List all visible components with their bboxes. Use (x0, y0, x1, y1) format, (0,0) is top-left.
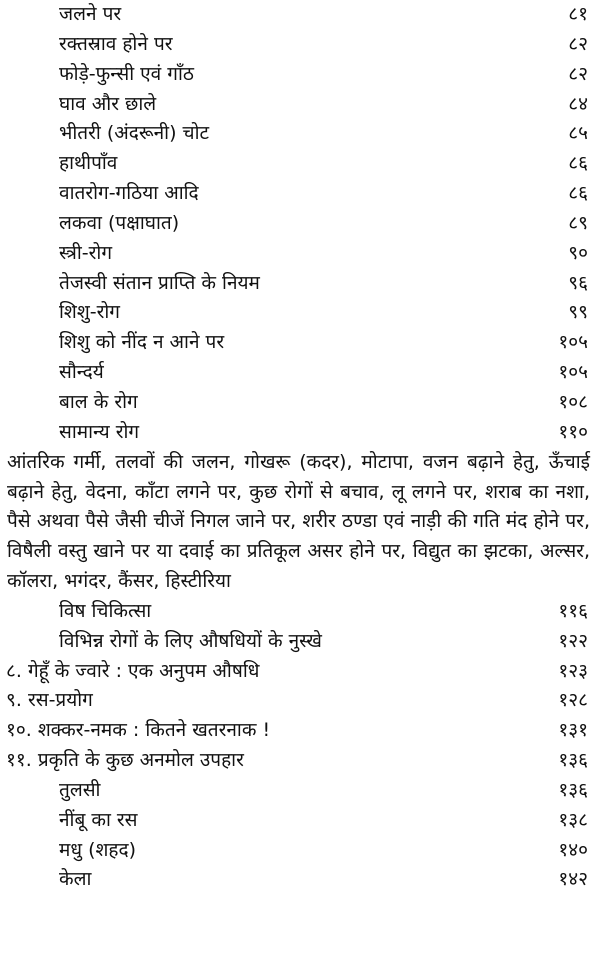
toc-entry-page: ८१ (568, 3, 588, 25)
toc-entry (0, 836, 600, 866)
toc-entry-page: ८६ (568, 152, 588, 175)
toc-entry-title: विभिन्न रोगों के लिए औषधियों के नुस्खे (59, 629, 322, 652)
toc-entry-page: ९६ (568, 271, 588, 294)
toc-entry (0, 60, 600, 90)
toc-entry-title: हाथीपाँव (59, 152, 118, 175)
toc-entry (0, 865, 600, 895)
toc-entry-title: भीतरी (अंदरूनी) चोट (59, 122, 210, 145)
toc-entry-title: बाल के रोग (59, 390, 138, 413)
toc-entry-page: १४२ (558, 868, 588, 891)
toc-entry-title: फोड़े-फुन्सी एवं गाँठ (59, 62, 194, 85)
toc-chapter-page: १३६ (558, 749, 588, 772)
toc-entry (0, 239, 600, 269)
toc-entry-title: रक्तस्राव होने पर (59, 32, 173, 55)
toc-chapter (0, 657, 600, 687)
toc-entry-title: शिशु-रोग (59, 301, 121, 324)
toc-entry-page: ९० (568, 241, 588, 264)
toc-entry-page: १०५ (558, 331, 588, 354)
toc-entry (0, 0, 600, 30)
toc-entry (0, 179, 600, 209)
toc-entry-page: १२२ (558, 629, 588, 652)
toc-chapter-title: ११. प्रकृति के कुछ अनमोल उपहार (6, 749, 244, 772)
toc-entry-title: घाव और छाले (59, 92, 157, 115)
toc-entry-title: स्त्री-रोग (59, 241, 113, 264)
toc-entry-page: ८६ (568, 182, 588, 205)
toc-entry-title: तेजस्वी संतान प्राप्ति के नियम (59, 271, 260, 294)
toc-chapter-page: १३१ (558, 719, 588, 742)
toc-entry-title: सौन्दर्य (59, 361, 104, 384)
toc-entry-page: ८९ (568, 211, 588, 234)
toc-chapter-title: ८. गेहूँ के ज्वारे : एक अनुपम औषधि (6, 659, 260, 682)
toc-entry-page: १०५ (558, 361, 588, 384)
toc-entry-title: शिशु को नींद न आने पर (59, 331, 225, 354)
toc-entry-title: वातरोग-गठिया आदि (59, 182, 199, 205)
toc-entry-title: केला (59, 868, 92, 891)
toc-entry (0, 30, 600, 60)
toc-entry (0, 269, 600, 299)
toc-entry-page: ८२ (568, 32, 588, 55)
toc-chapter-page: १२३ (558, 659, 588, 682)
toc-entry-title: लकवा (पक्षाघात) (59, 211, 180, 234)
toc-entry (0, 597, 600, 627)
toc-entry-title: तुलसी (59, 778, 101, 801)
toc-entry (0, 776, 600, 806)
toc-chapter-page: १२८ (558, 689, 588, 712)
toc-entry-page: १०८ (558, 390, 588, 413)
toc-entry (0, 298, 600, 328)
toc-entry-title: विष चिकित्सा (59, 599, 152, 622)
toc-chapter (0, 686, 600, 716)
toc-entry (0, 209, 600, 239)
toc-chapter-title: ९. रस-प्रयोग (6, 689, 93, 712)
toc-entry-page: १४० (558, 838, 588, 861)
toc-entry (0, 806, 600, 836)
toc-entry-title: जलने पर (59, 3, 122, 25)
toc-entry (0, 388, 600, 418)
toc-entry (0, 328, 600, 358)
toc-entry (0, 418, 600, 448)
toc-chapter (0, 716, 600, 746)
toc-entry-page: ८४ (568, 92, 588, 115)
toc-entry-page: ११६ (558, 599, 588, 622)
toc-entry-page: १३६ (558, 778, 588, 801)
toc-entry-title: नींबू का रस (59, 808, 138, 831)
toc-entry (0, 90, 600, 120)
toc-entry-page: १३८ (558, 808, 588, 831)
toc-entry (0, 149, 600, 179)
toc-entry (0, 627, 600, 657)
toc-entry-page: ९९ (568, 301, 588, 324)
toc-entry (0, 358, 600, 388)
toc-entry-page: ८५ (568, 122, 588, 145)
toc-topics-paragraph: आंतरिक गर्मी, तलवों की जलन, गोखरू (कदर), मोटापा, वजन बढ़ाने हेतु, ऊँचाई बढ़ाने हेतु, वेदना, काँटा लगने पर, कुछ रोगों से बचाव, लू लगने पर, शराब का नशा, पैसे अथवा पैसे जैसी चीजें निगल जाने पर, शरीर ठण्डा एवं नाड़ी की गति मंद होने पर, विषैली वस्तु खाने पर या दवाई का प्रतिकूल असर होने पर, विद्युत का झटका, अल्सर, कॉलरा, भगंदर, कैंसर, हिस्टीरिया (7, 450, 590, 593)
toc-entry-title: मधु (शहद) (59, 838, 137, 861)
toc-chapter (0, 746, 600, 776)
toc-chapter-title: १०. शक्कर-नमक : कितने खतरनाक ! (6, 719, 271, 742)
toc-entry-page: ११० (558, 420, 588, 443)
toc-entry-title: सामान्य रोग (59, 420, 140, 443)
toc-entry-page: ८२ (568, 62, 588, 85)
toc-entry (0, 119, 600, 149)
